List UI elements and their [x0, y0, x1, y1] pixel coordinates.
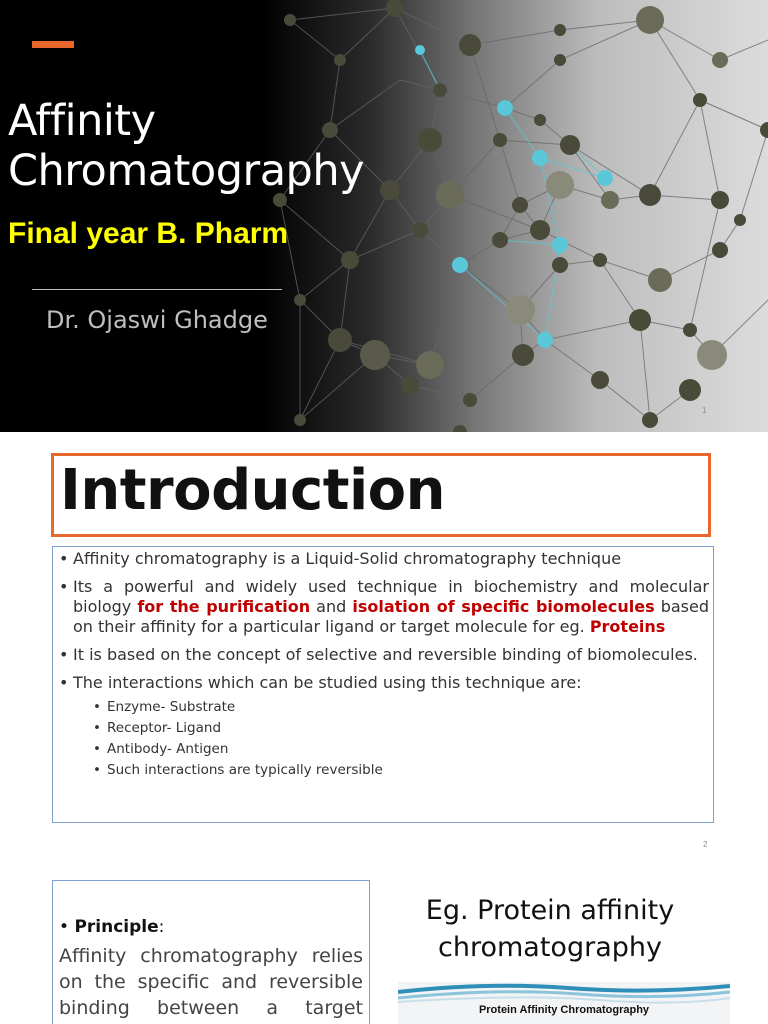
sub-bullet-list [93, 697, 709, 781]
sub-bullet: • Antibody- Antigen [93, 739, 709, 760]
example-title: Eg. Protein affinity chromatography [425, 895, 675, 963]
sub-bullet: • Such interactions are typically reversible [93, 760, 709, 781]
divider [32, 289, 282, 290]
sub-bullet: • Receptor- Ligand [93, 718, 709, 739]
protein-affinity-banner [398, 982, 730, 1024]
emphasis-purification: for the purification [137, 597, 311, 616]
title-line-2: Chromatography [8, 146, 365, 196]
heading-box [51, 453, 711, 537]
title-slide [0, 0, 768, 432]
bullet-1: • Affinity chromatography is a Liquid-Solid chromatography technique [59, 549, 709, 569]
bullet-2-text: Its a powerful and widely used technique in biochemistry and molecular biology [73, 577, 709, 616]
wave-graphic [398, 982, 730, 1024]
bullet-2-text: and [310, 597, 353, 616]
principle-colon: : [158, 917, 165, 937]
slide-number: 1 [702, 406, 707, 415]
slide-number: 2 [703, 840, 708, 849]
slide-subtitle: Final year B. Pharm [8, 217, 289, 250]
introduction-slide [0, 436, 768, 866]
bullet-2-text: based on their affinity for a particular ligand or target molecule for eg. [73, 597, 710, 636]
principle-label: Principle [74, 917, 159, 937]
principle-text: Affinity chromatography relies on the specific and reversible binding between a target [59, 945, 363, 1019]
principle-slide [0, 868, 768, 1024]
bullet-3: • It is based on the concept of selective and reversible binding of biomolecules. [59, 645, 709, 665]
banner-title: Protein Affinity Chromatography [478, 1004, 650, 1016]
content-box [52, 546, 714, 823]
bullet-2 [59, 577, 709, 637]
principle-heading: • Principle: [59, 917, 165, 937]
slide-heading: Introduction [60, 458, 446, 523]
slide-title [8, 96, 398, 196]
sub-bullet: • Enzyme- Substrate [93, 697, 709, 718]
emphasis-isolation: isolation of specific biomolecules [352, 597, 655, 616]
accent-bar [32, 41, 74, 48]
author-name: Dr. Ojaswi Ghadge [46, 306, 268, 334]
emphasis-proteins: Proteins [589, 617, 666, 636]
title-line-1: Affinity [8, 96, 156, 146]
bullet-4: • The interactions which can be studied using this technique are: [59, 673, 709, 693]
principle-box [52, 880, 370, 1024]
